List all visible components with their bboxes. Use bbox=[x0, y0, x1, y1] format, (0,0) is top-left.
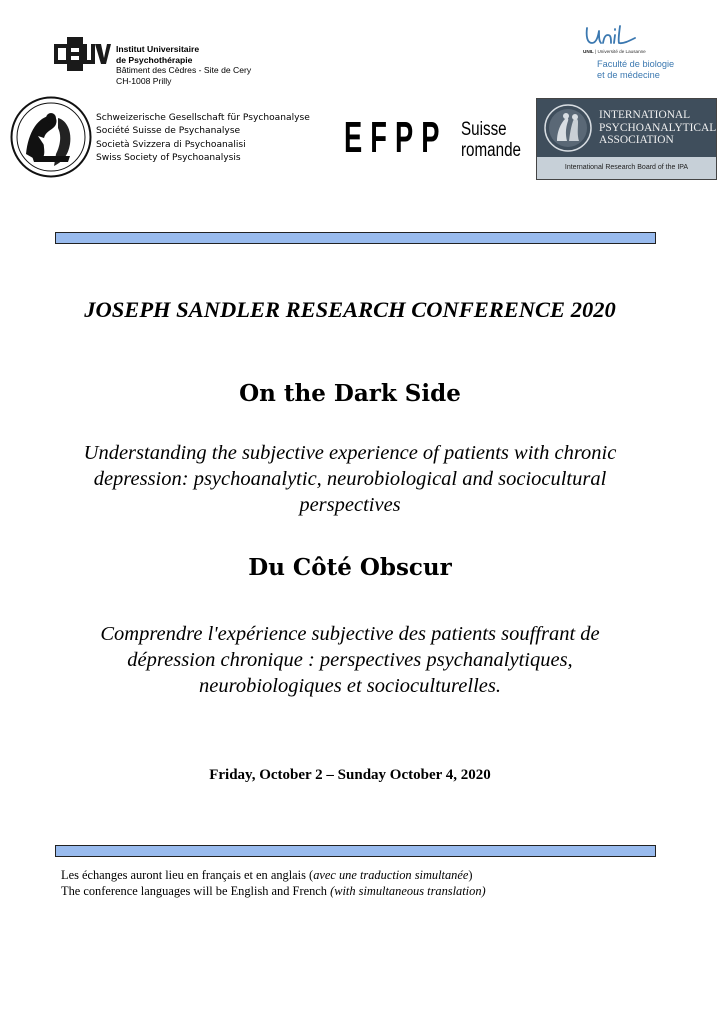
ipa-emblem-icon bbox=[543, 103, 593, 153]
unil-faculty-line2: et de médecine bbox=[597, 70, 660, 80]
chuv-institution-block bbox=[116, 44, 251, 86]
ipa-name-line1: INTERNATIONAL bbox=[599, 109, 691, 121]
language-note-en-main: The conference languages will be English and French bbox=[61, 884, 331, 898]
english-subtitle-line1: Understanding the subjective experience of patients with chronic bbox=[83, 442, 617, 464]
language-note-fr bbox=[61, 867, 486, 883]
efpp-region-line2: romande bbox=[461, 140, 521, 161]
french-subtitle-line2: dépression chronique : perspectives psychanalytiques, bbox=[127, 649, 573, 671]
french-title: Du Côté Obscur bbox=[248, 554, 452, 581]
chuv-address-line2: CH-1008 Prilly bbox=[116, 75, 172, 86]
english-subtitle-line3: perspectives bbox=[299, 494, 401, 516]
sgpsa-name-en: Swiss Society of Psychoanalysis bbox=[96, 153, 241, 164]
sgpsa-names bbox=[96, 112, 310, 166]
unil-logo bbox=[583, 24, 643, 50]
unil-faculty bbox=[597, 59, 674, 81]
conference-dates: Friday, October 2 – Sunday October 4, 2020 bbox=[209, 767, 491, 783]
ipa-name-line3: ASSOCIATION bbox=[599, 134, 674, 147]
unil-sub-bold: UNIL bbox=[583, 49, 594, 54]
language-note-en bbox=[61, 883, 486, 899]
french-subtitle-line1: Comprendre l'expérience subjective des patients souffrant de bbox=[100, 623, 600, 645]
ipa-name bbox=[599, 109, 716, 147]
bottom-divider-bar bbox=[55, 845, 656, 857]
french-subtitle-line3: neurobiologiques et socioculturelles. bbox=[199, 675, 501, 697]
conference-title: JOSEPH SANDLER RESEARCH CONFERENCE 2020 bbox=[84, 297, 616, 322]
language-note-fr-italic: avec une traduction simultanée bbox=[313, 868, 469, 882]
sgpsa-name-de: Schweizerische Gesellschaft für Psychoanalyse bbox=[96, 113, 310, 123]
language-note-fr-main: Les échanges auront lieu en français et en anglais ( bbox=[61, 868, 314, 882]
ipa-name-line2: PSYCHOANALYTICAL bbox=[599, 121, 717, 134]
english-subtitle bbox=[40, 440, 660, 518]
chuv-logo bbox=[53, 36, 111, 72]
efpp-region bbox=[461, 119, 521, 161]
english-subtitle-line2: depression: psychoanalytic, neurobiological and sociocultural bbox=[93, 468, 607, 490]
efpp-region-line1: Suisse bbox=[461, 119, 507, 140]
sgpsa-seal-logo bbox=[10, 96, 92, 178]
chuv-institution-line2: de Psychothérapie bbox=[116, 54, 193, 65]
language-note-en-italic: (with simultaneous translation) bbox=[330, 884, 486, 898]
english-title: On the Dark Side bbox=[239, 380, 461, 407]
ipa-board-banner bbox=[537, 157, 716, 179]
ipa-logo-block bbox=[536, 98, 717, 180]
efpp-logo: EFPP bbox=[344, 113, 448, 162]
ipa-header bbox=[537, 99, 716, 157]
top-divider-bar bbox=[55, 232, 656, 244]
sgpsa-name-it: Società Svizzera di Psychoanalisi bbox=[96, 139, 246, 150]
chuv-address-line1: Bâtiment des Cèdres - Site de Cery bbox=[116, 65, 252, 76]
unil-faculty-line1: Faculté de biologie bbox=[597, 59, 675, 69]
ipa-board-text: International Research Board of the IPA bbox=[564, 164, 689, 171]
unil-subline bbox=[583, 49, 646, 54]
language-note bbox=[61, 867, 486, 899]
language-note-fr-end: ) bbox=[468, 868, 473, 882]
french-subtitle bbox=[40, 621, 660, 699]
chuv-institution-line1: Institut Universitaire bbox=[116, 44, 200, 54]
unil-sub-rest: | Université de Lausanne bbox=[593, 49, 646, 54]
sgpsa-name-fr: Société Suisse de Psychanalyse bbox=[96, 126, 241, 137]
